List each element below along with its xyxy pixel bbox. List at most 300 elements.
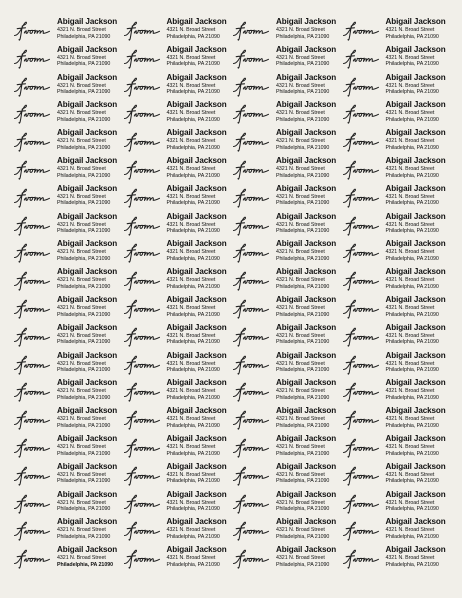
from-script-icon <box>342 409 380 430</box>
from-script-icon <box>13 20 51 41</box>
from-script-icon <box>123 103 161 124</box>
street-address: 4321 N. Broad Street <box>166 416 216 423</box>
address-block <box>167 295 227 318</box>
street-address: 4321 N. Broad Street <box>57 555 106 562</box>
sender-name: Abigail Jackson <box>166 517 227 527</box>
from-script-icon <box>13 493 51 514</box>
city-state-zip: Philadelphia, PA 21090 <box>57 172 111 179</box>
address-label-40 <box>342 267 452 295</box>
address-label-77 <box>13 545 123 573</box>
address-block <box>386 462 446 485</box>
address-block <box>276 295 336 318</box>
street-address: 4321 N. Broad Street <box>385 249 435 256</box>
city-state-zip: Philadelphia, PA 21090 <box>166 200 220 207</box>
street-address: 4321 N. Broad Street <box>166 555 216 562</box>
city-state-zip: Philadelphia, PA 21090 <box>276 339 330 346</box>
city-state-zip: Philadelphia, PA 21090 <box>385 172 439 179</box>
city-state-zip: Philadelphia, PA 21090 <box>166 144 220 151</box>
address-block <box>57 184 117 207</box>
address-label-14 <box>123 100 233 128</box>
address-block <box>57 239 117 262</box>
address-block <box>57 462 117 485</box>
sender-name: Abigail Jackson <box>166 155 227 165</box>
address-block <box>57 267 117 290</box>
address-label-54 <box>123 378 233 406</box>
address-block <box>167 184 227 207</box>
from-script-icon <box>232 76 270 97</box>
city-state-zip: Philadelphia, PA 21090 <box>276 172 330 179</box>
sender-name: Abigail Jackson <box>166 294 227 304</box>
city-state-zip: Philadelphia, PA 21090 <box>385 422 439 429</box>
city-state-zip: Philadelphia, PA 21090 <box>385 311 439 318</box>
from-script-icon <box>342 548 380 569</box>
sender-name: Abigail Jackson <box>385 17 446 26</box>
address-block <box>386 45 446 68</box>
street-address: 4321 N. Broad Street <box>385 360 435 367</box>
address-label-31 <box>232 212 342 240</box>
street-address: 4321 N. Broad Street <box>385 277 435 284</box>
sender-name: Abigail Jackson <box>57 461 118 471</box>
address-block <box>276 73 336 96</box>
street-address: 4321 N. Broad Street <box>57 332 106 339</box>
street-address: 4321 N. Broad Street <box>166 471 216 478</box>
from-script-icon <box>232 493 270 514</box>
address-label-39 <box>232 267 342 295</box>
address-block <box>276 545 336 568</box>
address-label-8 <box>342 45 452 73</box>
street-address: 4321 N. Broad Street <box>57 416 106 423</box>
address-label-13 <box>13 100 123 128</box>
city-state-zip: Philadelphia, PA 21090 <box>385 506 439 513</box>
address-block <box>276 378 336 401</box>
from-script-icon <box>123 520 161 541</box>
address-block <box>167 45 227 68</box>
sender-name: Abigail Jackson <box>57 155 118 165</box>
from-script-icon <box>13 215 51 236</box>
city-state-zip: Philadelphia, PA 21090 <box>57 228 111 235</box>
from-script-icon <box>342 187 380 208</box>
address-block <box>386 295 446 318</box>
sender-name: Abigail Jackson <box>57 100 118 110</box>
city-state-zip: Philadelphia, PA 21090 <box>166 561 220 568</box>
address-block <box>57 156 117 179</box>
from-script-icon <box>123 298 161 319</box>
address-block <box>57 351 117 374</box>
sender-name: Abigail Jackson <box>276 517 337 527</box>
city-state-zip: Philadelphia, PA 21090 <box>166 116 220 123</box>
address-label-74 <box>123 517 233 545</box>
address-block <box>167 462 227 485</box>
street-address: 4321 N. Broad Street <box>276 138 325 145</box>
address-block <box>276 434 336 457</box>
sender-name: Abigail Jackson <box>276 350 337 360</box>
address-label-80 <box>342 545 452 573</box>
street-address: 4321 N. Broad Street <box>166 54 216 61</box>
city-state-zip: Philadelphia, PA 21090 <box>166 450 220 457</box>
street-address: 4321 N. Broad Street <box>276 499 325 506</box>
sender-name: Abigail Jackson <box>57 267 118 277</box>
sender-name: Abigail Jackson <box>166 44 227 54</box>
sender-name: Abigail Jackson <box>166 211 227 221</box>
city-state-zip: Philadelphia, PA 21090 <box>57 450 111 457</box>
street-address: 4321 N. Broad Street <box>385 193 435 200</box>
city-state-zip: Philadelphia, PA 21090 <box>385 200 439 207</box>
sender-name: Abigail Jackson <box>385 211 446 221</box>
street-address: 4321 N. Broad Street <box>57 443 106 450</box>
from-script-icon <box>13 270 51 291</box>
address-label-64 <box>342 434 452 462</box>
address-block <box>386 156 446 179</box>
street-address: 4321 N. Broad Street <box>166 221 216 228</box>
from-script-icon <box>342 465 380 486</box>
sender-name: Abigail Jackson <box>57 211 118 221</box>
city-state-zip: Philadelphia, PA 21090 <box>57 144 111 151</box>
address-block <box>276 267 336 290</box>
city-state-zip: Philadelphia, PA 21090 <box>276 255 330 262</box>
sender-name: Abigail Jackson <box>57 44 118 54</box>
address-block <box>167 517 227 540</box>
address-label-11 <box>232 73 342 101</box>
from-script-icon <box>342 20 380 41</box>
sender-name: Abigail Jackson <box>276 406 337 416</box>
city-state-zip: Philadelphia, PA 21090 <box>276 394 330 401</box>
city-state-zip: Philadelphia, PA 21090 <box>166 255 220 262</box>
from-script-icon <box>13 520 51 541</box>
street-address: 4321 N. Broad Street <box>166 527 216 534</box>
address-label-61 <box>13 434 123 462</box>
address-block <box>57 100 117 123</box>
address-block <box>167 100 227 123</box>
street-address: 4321 N. Broad Street <box>385 221 435 228</box>
sender-name: Abigail Jackson <box>385 461 446 471</box>
address-block <box>57 517 117 540</box>
address-label-34 <box>123 239 233 267</box>
address-block <box>57 406 117 429</box>
address-label-45 <box>13 323 123 351</box>
city-state-zip: Philadelphia, PA 21090 <box>166 533 220 540</box>
street-address: 4321 N. Broad Street <box>57 388 106 395</box>
street-address: 4321 N. Broad Street <box>57 249 106 256</box>
city-state-zip: Philadelphia, PA 21090 <box>276 116 330 123</box>
address-label-72 <box>342 490 452 518</box>
from-script-icon <box>342 298 380 319</box>
address-label-36 <box>342 239 452 267</box>
city-state-zip: Philadelphia, PA 21090 <box>276 200 330 207</box>
address-block <box>167 73 227 96</box>
address-block <box>386 267 446 290</box>
from-script-icon <box>342 437 380 458</box>
from-script-icon <box>13 131 51 152</box>
address-block <box>276 239 336 262</box>
sender-name: Abigail Jackson <box>276 461 337 471</box>
sender-name: Abigail Jackson <box>166 461 227 471</box>
from-script-icon <box>342 493 380 514</box>
city-state-zip: Philadelphia, PA 21090 <box>166 89 220 96</box>
city-state-zip: Philadelphia, PA 21090 <box>385 144 439 151</box>
address-label-66 <box>123 462 233 490</box>
address-label-26 <box>123 184 233 212</box>
address-block <box>386 239 446 262</box>
from-script-icon <box>123 48 161 69</box>
street-address: 4321 N. Broad Street <box>276 555 325 562</box>
sender-name: Abigail Jackson <box>276 72 337 82</box>
from-script-icon <box>232 465 270 486</box>
sender-name: Abigail Jackson <box>276 489 337 499</box>
from-script-icon <box>232 354 270 375</box>
sender-name: Abigail Jackson <box>166 100 227 110</box>
street-address: 4321 N. Broad Street <box>276 249 325 256</box>
sender-name: Abigail Jackson <box>166 545 227 555</box>
street-address: 4321 N. Broad Street <box>276 54 325 61</box>
city-state-zip: Philadelphia, PA 21090 <box>385 367 439 374</box>
city-state-zip: Philadelphia, PA 21090 <box>276 478 330 485</box>
from-script-icon <box>123 242 161 263</box>
address-label-27 <box>232 184 342 212</box>
street-address: 4321 N. Broad Street <box>166 304 216 311</box>
city-state-zip: Philadelphia, PA 21090 <box>166 339 220 346</box>
address-block <box>386 73 446 96</box>
city-state-zip: Philadelphia, PA 21090 <box>385 450 439 457</box>
from-script-icon <box>13 548 51 569</box>
street-address: 4321 N. Broad Street <box>276 304 325 311</box>
sender-name: Abigail Jackson <box>276 128 337 138</box>
from-script-icon <box>123 187 161 208</box>
address-label-20 <box>342 128 452 156</box>
street-address: 4321 N. Broad Street <box>166 110 216 117</box>
street-address: 4321 N. Broad Street <box>166 388 216 395</box>
from-script-icon <box>342 159 380 180</box>
sender-name: Abigail Jackson <box>166 183 227 193</box>
address-label-65 <box>13 462 123 490</box>
city-state-zip: Philadelphia, PA 21090 <box>57 311 111 318</box>
sender-name: Abigail Jackson <box>276 545 337 555</box>
sender-name: Abigail Jackson <box>385 239 446 249</box>
address-label-9 <box>13 73 123 101</box>
sender-name: Abigail Jackson <box>385 128 446 138</box>
from-script-icon <box>123 159 161 180</box>
city-state-zip: Philadelphia, PA 21090 <box>276 283 330 290</box>
from-script-icon <box>342 215 380 236</box>
address-label-16 <box>342 100 452 128</box>
street-address: 4321 N. Broad Street <box>166 277 216 284</box>
address-block <box>57 17 117 40</box>
city-state-zip: Philadelphia, PA 21090 <box>166 422 220 429</box>
address-label-70 <box>123 490 233 518</box>
address-label-55 <box>232 378 342 406</box>
address-label-53 <box>13 378 123 406</box>
from-script-icon <box>123 465 161 486</box>
from-script-icon <box>342 48 380 69</box>
address-label-33 <box>13 239 123 267</box>
address-label-5 <box>13 45 123 73</box>
street-address: 4321 N. Broad Street <box>166 332 216 339</box>
sender-name: Abigail Jackson <box>385 44 446 54</box>
city-state-zip: Philadelphia, PA 21090 <box>276 561 330 568</box>
city-state-zip: Philadelphia, PA 21090 <box>166 367 220 374</box>
address-block <box>57 212 117 235</box>
sender-name: Abigail Jackson <box>385 155 446 165</box>
city-state-zip: Philadelphia, PA 21090 <box>276 33 330 40</box>
from-script-icon <box>342 270 380 291</box>
sender-name: Abigail Jackson <box>276 433 337 443</box>
sender-name: Abigail Jackson <box>166 406 227 416</box>
address-block <box>167 406 227 429</box>
street-address: 4321 N. Broad Street <box>166 138 216 145</box>
city-state-zip: Philadelphia, PA 21090 <box>57 89 111 96</box>
street-address: 4321 N. Broad Street <box>276 360 325 367</box>
address-label-38 <box>123 267 233 295</box>
from-script-icon <box>123 493 161 514</box>
address-label-67 <box>232 462 342 490</box>
street-address: 4321 N. Broad Street <box>57 221 106 228</box>
address-block <box>276 100 336 123</box>
address-block <box>57 378 117 401</box>
address-label-6 <box>123 45 233 73</box>
street-address: 4321 N. Broad Street <box>57 27 106 33</box>
address-label-3 <box>232 17 342 45</box>
from-script-icon <box>123 76 161 97</box>
city-state-zip: Philadelphia, PA 21090 <box>385 533 439 540</box>
sender-name: Abigail Jackson <box>57 183 118 193</box>
address-block <box>276 517 336 540</box>
address-block <box>167 267 227 290</box>
city-state-zip: Philadelphia, PA 21090 <box>276 144 330 151</box>
address-block <box>57 73 117 96</box>
address-label-48 <box>342 323 452 351</box>
street-address: 4321 N. Broad Street <box>385 165 435 172</box>
street-address: 4321 N. Broad Street <box>385 443 435 450</box>
sender-name: Abigail Jackson <box>57 517 118 527</box>
address-label-76 <box>342 517 452 545</box>
address-label-12 <box>342 73 452 101</box>
street-address: 4321 N. Broad Street <box>385 388 435 395</box>
street-address: 4321 N. Broad Street <box>57 193 106 200</box>
city-state-zip: Philadelphia, PA 21090 <box>276 89 330 96</box>
from-script-icon <box>232 48 270 69</box>
label-grid <box>13 17 451 573</box>
city-state-zip: Philadelphia, PA 21090 <box>166 172 220 179</box>
from-script-icon <box>232 20 270 41</box>
address-block <box>167 351 227 374</box>
sender-name: Abigail Jackson <box>276 267 337 277</box>
address-label-7 <box>232 45 342 73</box>
sender-name: Abigail Jackson <box>385 406 446 416</box>
sender-name: Abigail Jackson <box>57 294 118 304</box>
street-address: 4321 N. Broad Street <box>57 360 106 367</box>
from-script-icon <box>342 326 380 347</box>
from-script-icon <box>232 437 270 458</box>
sender-name: Abigail Jackson <box>276 155 337 165</box>
sender-name: Abigail Jackson <box>166 128 227 138</box>
sender-name: Abigail Jackson <box>276 17 337 26</box>
address-label-29 <box>13 212 123 240</box>
address-label-71 <box>232 490 342 518</box>
address-block <box>276 184 336 207</box>
city-state-zip: Philadelphia, PA 21090 <box>57 561 114 568</box>
address-label-15 <box>232 100 342 128</box>
street-address: 4321 N. Broad Street <box>385 555 435 562</box>
address-label-42 <box>123 295 233 323</box>
address-label-24 <box>342 156 452 184</box>
city-state-zip: Philadelphia, PA 21090 <box>57 533 111 540</box>
address-block <box>386 490 446 513</box>
address-block <box>386 100 446 123</box>
from-script-icon <box>13 326 51 347</box>
sender-name: Abigail Jackson <box>57 350 118 360</box>
address-label-1 <box>13 17 123 45</box>
address-label-10 <box>123 73 233 101</box>
from-script-icon <box>342 76 380 97</box>
sender-name: Abigail Jackson <box>57 378 118 388</box>
street-address: 4321 N. Broad Street <box>57 277 106 284</box>
address-block <box>167 323 227 346</box>
street-address: 4321 N. Broad Street <box>57 82 106 89</box>
from-script-icon <box>123 131 161 152</box>
street-address: 4321 N. Broad Street <box>276 527 325 534</box>
sender-name: Abigail Jackson <box>385 267 446 277</box>
from-script-icon <box>123 381 161 402</box>
city-state-zip: Philadelphia, PA 21090 <box>385 283 439 290</box>
street-address: 4321 N. Broad Street <box>276 416 325 423</box>
from-script-icon <box>232 187 270 208</box>
address-label-37 <box>13 267 123 295</box>
from-script-icon <box>13 381 51 402</box>
from-script-icon <box>232 409 270 430</box>
from-script-icon <box>232 215 270 236</box>
sender-name: Abigail Jackson <box>57 406 118 416</box>
city-state-zip: Philadelphia, PA 21090 <box>57 33 111 40</box>
sender-name: Abigail Jackson <box>385 294 446 304</box>
address-label-58 <box>123 406 233 434</box>
city-state-zip: Philadelphia, PA 21090 <box>276 422 330 429</box>
address-label-69 <box>13 490 123 518</box>
address-label-47 <box>232 323 342 351</box>
street-address: 4321 N. Broad Street <box>57 54 106 61</box>
from-script-icon <box>123 437 161 458</box>
address-label-44 <box>342 295 452 323</box>
city-state-zip: Philadelphia, PA 21090 <box>385 33 439 40</box>
city-state-zip: Philadelphia, PA 21090 <box>166 61 220 68</box>
address-block <box>276 406 336 429</box>
sender-name: Abigail Jackson <box>166 239 227 249</box>
from-script-icon <box>123 354 161 375</box>
from-script-icon <box>123 326 161 347</box>
sender-name: Abigail Jackson <box>166 378 227 388</box>
address-label-51 <box>232 351 342 379</box>
address-block <box>386 545 446 568</box>
sender-name: Abigail Jackson <box>276 378 337 388</box>
address-block <box>386 184 446 207</box>
city-state-zip: Philadelphia, PA 21090 <box>57 506 111 513</box>
address-block <box>167 378 227 401</box>
address-label-75 <box>232 517 342 545</box>
address-label-59 <box>232 406 342 434</box>
street-address: 4321 N. Broad Street <box>166 193 216 200</box>
street-address: 4321 N. Broad Street <box>166 27 216 33</box>
address-label-41 <box>13 295 123 323</box>
address-block <box>57 545 117 568</box>
sender-name: Abigail Jackson <box>166 433 227 443</box>
sender-name: Abigail Jackson <box>166 350 227 360</box>
street-address: 4321 N. Broad Street <box>57 499 106 506</box>
address-label-63 <box>232 434 342 462</box>
street-address: 4321 N. Broad Street <box>276 82 325 89</box>
street-address: 4321 N. Broad Street <box>276 193 325 200</box>
from-script-icon <box>342 103 380 124</box>
from-script-icon <box>342 242 380 263</box>
address-block <box>276 323 336 346</box>
city-state-zip: Philadelphia, PA 21090 <box>166 283 220 290</box>
